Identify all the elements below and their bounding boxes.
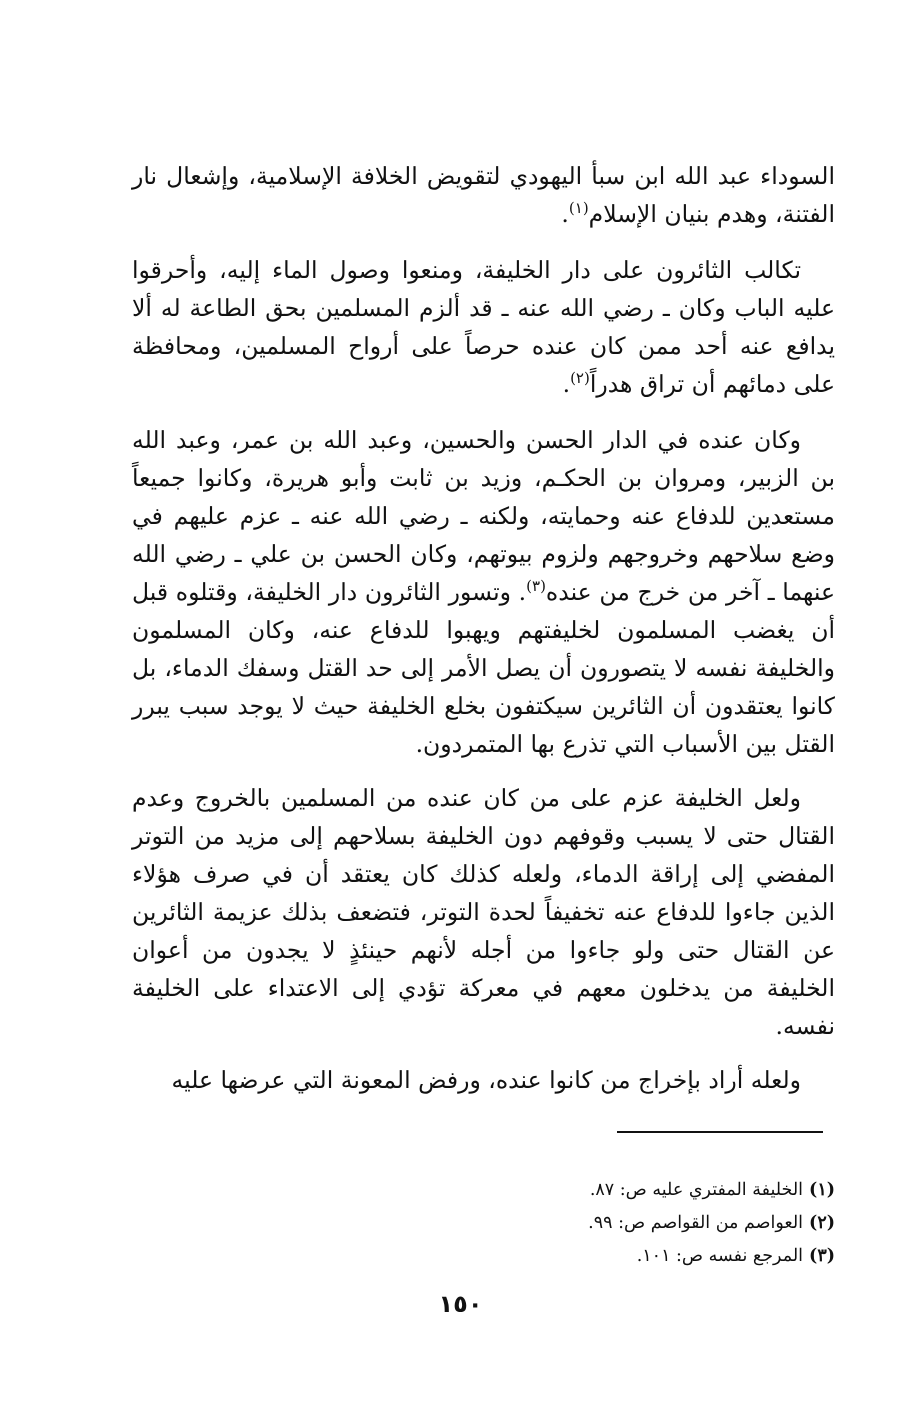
paragraph-2 [132,251,835,403]
paragraph-1-tail: . [561,200,569,228]
paragraph-5-text: ولعله أراد بإخراج من كانوا عنده، ورفض المعونة التي عرضها عليه [171,1066,801,1094]
footnote-2-number: (٢) [809,1213,835,1233]
paragraph-1 [132,157,835,233]
paragraph-1-text: السوداء عبد الله ابن سبأ اليهودي لتقويض الخلافة الإسلامية، وإشعال نار الفتنة، وهدم بنيان الإسلام [132,162,835,228]
footnote-3-number: (٣) [809,1246,835,1266]
footnote-3 [480,1240,835,1273]
footnote-ref-2: (٢) [570,369,590,388]
paragraph-2-tail: . [562,370,571,398]
footnote-separator [617,1131,823,1133]
footnote-ref-3: (٣) [526,577,546,596]
footnote-ref-1: (١) [568,199,589,218]
paragraph-3-text: وكان عنده في الدار الحسن والحسين، وعبد الله بن عمر، وعبد الله بن الزبير، ومروان بن الحكـم، وزيد بن ثابت وأبو هريرة، وكانوا جميعاً مستعدين للدفاع عنه وحمايته، ولكنه ـ رضي الله عنه ـ عزم عليهم في وضع سلاحهم وخروجهم ولزوم بيوتهم، وكان الحسن بن علي ـ رضي الله عنهما ـ آخر من خرج من عنده [132,426,835,606]
paragraph-5 [132,1061,835,1099]
footnote-1-number: (١) [809,1180,835,1200]
footnote-1 [480,1174,835,1207]
paragraph-4-text: ولعل الخليفة عزم على من كان عنده من المسلمين بالخروج وعدم القتال حتى لا يسبب وقوفهم دون الخليفة بسلاحهم إلى مزيد من التوتر المفضي إلى إراقة الدماء، ولعله كذلك كان يعتقد أن في صرف هؤلاء الذين جاءوا للدفاع عنه تخفيفاً لحدة التوتر، فتضعف بذلك عزيمة الثائرين عن القتال حتى ولو جاءوا من أجله لأنهم حينئذٍ لا يجدون من أعوان الخليفة من يدخلون معهم في معركة تؤدي إلى الاعتداء على الخليفة نفسه. [132,784,835,1040]
footnote-1-text: الخليفة المفتري عليه ص: ٨٧. [589,1180,804,1200]
footnote-2 [480,1207,835,1240]
footnote-2-text: العواصم من القواصم ص: ٩٩. [588,1213,804,1233]
footnote-3-text: المرجع نفسه ص: ١٠١. [636,1246,804,1266]
paragraph-2-text: تكالب الثائرون على دار الخليفة، ومنعوا وصول الماء إليه، وأحرقوا عليه الباب وكان ـ رضي الله عنه ـ قد ألزم المسلمين بحق الطاعة له ألا يدافع عنه أحد ممن كان عنده حرصاً على أرواح المسلمين، ومحافظة على دمائهم أن تراق هدراً [132,256,835,398]
footnotes [480,1174,835,1273]
page-number: ١٥٠ [438,1290,483,1318]
paragraph-4 [132,779,835,1045]
paragraph-3 [132,421,835,763]
paragraph-3-tail: . وتسور الثائرون دار الخليفة، وقتلوه قبل أن يغضب المسلمون لخليفتهم ويهبوا للدفاع عنه، وكان المسلمون والخليفة نفسه لا يتصورون أن يصل الأمر إلى حد القتل وسفك الدماء، بل كانوا يعتقدون أن الثائرين سيكتفون بخلع الخليفة حيث لا يوجد سبب يبرر القتل بين الأسباب التي تذرع بها المتمردون. [132,578,835,758]
body-text [132,157,835,1117]
